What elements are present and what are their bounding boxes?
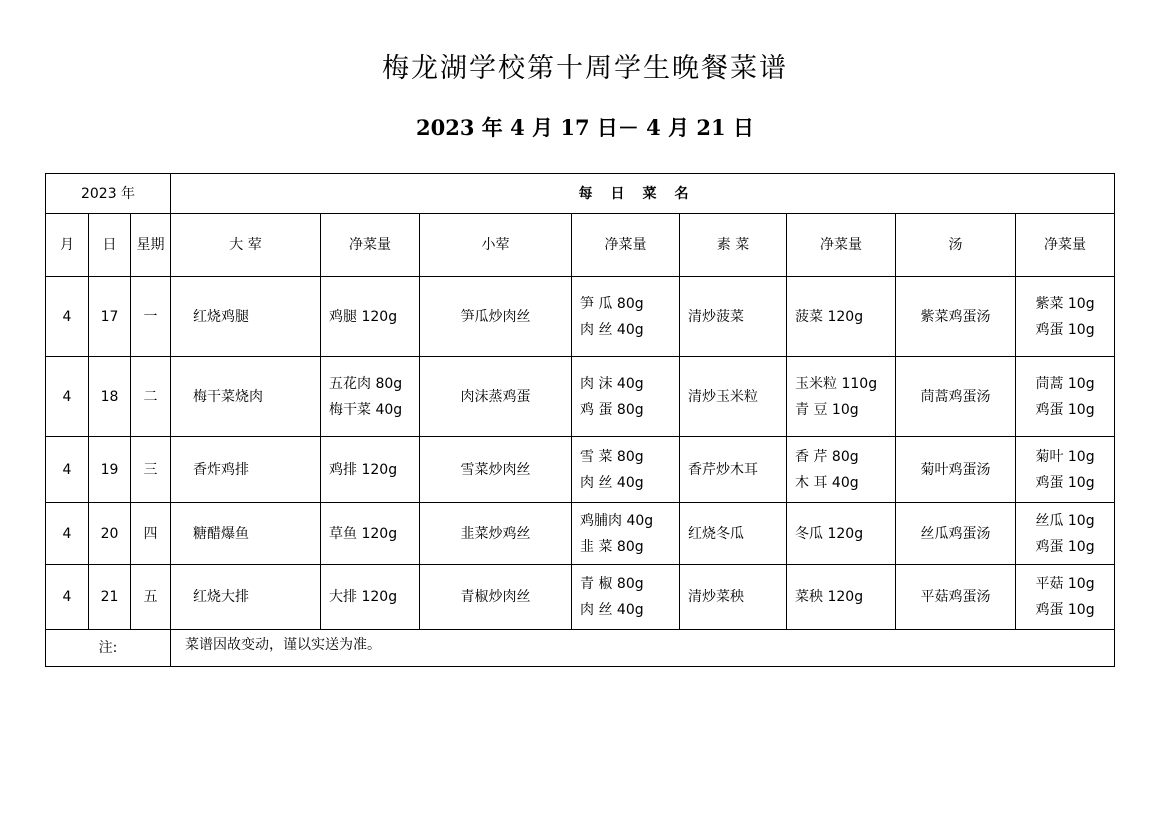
veg-amount-cell xyxy=(787,277,896,357)
side-amount-cell-line: 鸡脯肉 40g xyxy=(580,512,654,529)
soup-amount-cell-line: 紫菜 10g xyxy=(1035,295,1095,312)
note-text: 菜谱因故变动，谨以实送为准。 xyxy=(171,630,1115,667)
main-dish-cell: 红烧大排 xyxy=(171,565,321,630)
soup-amount-cell-line: 菊叶 10g xyxy=(1035,448,1095,465)
soup-amount-cell xyxy=(1016,437,1115,503)
note-label: 注: xyxy=(46,630,171,667)
side-dish-cell: 韭菜炒鸡丝 xyxy=(420,503,572,565)
side-amount-cell-line: 肉 丝 40g xyxy=(580,602,644,618)
soup-amount-cell-line: 平菇 10g xyxy=(1035,576,1095,592)
main-amount-cell xyxy=(321,277,420,357)
veg-amount-cell-line: 冬瓜 120g xyxy=(795,525,864,542)
soup-amount-cell-line: 茼蒿 10g xyxy=(1035,375,1095,392)
veg-dish-cell: 清炒菜秧 xyxy=(680,565,787,630)
veg-dish-cell: 清炒玉米粒 xyxy=(680,357,787,437)
soup-cell: 紫菜鸡蛋汤 xyxy=(896,277,1016,357)
col-veg-amt: 净菜量 xyxy=(787,214,896,277)
side-amount-cell xyxy=(572,565,680,630)
col-main: 大 荤 xyxy=(171,214,321,277)
main-dish-cell: 梅干菜烧肉 xyxy=(171,357,321,437)
soup-amount-cell-line: 鸡蛋 10g xyxy=(1035,321,1095,338)
weekday-cell: 一 xyxy=(131,277,171,357)
side-amount-cell-line: 肉 沫 40g xyxy=(580,375,644,392)
page-title: 梅龙湖学校第十周学生晚餐菜谱 xyxy=(382,53,788,84)
col-main-amt: 净菜量 xyxy=(321,214,420,277)
side-dish-cell: 肉沫蒸鸡蛋 xyxy=(420,357,572,437)
col-side-amt: 净菜量 xyxy=(572,214,680,277)
menu-table xyxy=(45,173,1115,667)
table-header-row-1 xyxy=(46,174,1115,214)
veg-amount-cell xyxy=(787,437,896,503)
side-amount-cell-line: 笋 瓜 80g xyxy=(580,295,644,312)
table-row xyxy=(46,437,1115,503)
col-day: 日 xyxy=(89,214,131,277)
table-row xyxy=(46,357,1115,437)
soup-amount-cell-line: 鸡蛋 10g xyxy=(1035,401,1095,418)
weekday-cell: 二 xyxy=(131,357,171,437)
side-amount-cell xyxy=(572,503,680,565)
veg-dish-cell: 香芹炒木耳 xyxy=(680,437,787,503)
main-dish-cell: 糖醋爆鱼 xyxy=(171,503,321,565)
note-row xyxy=(46,630,1115,667)
soup-amount-cell xyxy=(1016,357,1115,437)
soup-amount-cell-line: 鸡蛋 10g xyxy=(1035,602,1095,618)
side-amount-cell xyxy=(572,357,680,437)
weekday-cell: 五 xyxy=(131,565,171,630)
veg-amount-cell-line: 香 芹 80g xyxy=(795,448,859,465)
main-amount-cell xyxy=(321,357,420,437)
weekday-cell: 三 xyxy=(131,437,171,503)
veg-amount-cell xyxy=(787,503,896,565)
side-amount-cell-line: 雪 菜 80g xyxy=(580,448,644,465)
veg-amount-cell-line: 木 耳 40g xyxy=(795,474,859,491)
day-cell: 17 xyxy=(89,277,131,357)
main-amount-cell-line: 鸡腿 120g xyxy=(329,308,398,325)
side-amount-cell xyxy=(572,277,680,357)
soup-amount-cell-line: 鸡蛋 10g xyxy=(1035,538,1095,555)
soup-cell: 菊叶鸡蛋汤 xyxy=(896,437,1016,503)
side-amount-cell-line: 肉 丝 40g xyxy=(580,474,644,491)
veg-amount-cell xyxy=(787,565,896,630)
table-row xyxy=(46,503,1115,565)
month-cell: 4 xyxy=(46,357,89,437)
veg-dish-cell: 红烧冬瓜 xyxy=(680,503,787,565)
main-dish-cell: 红烧鸡腿 xyxy=(171,277,321,357)
side-amount-cell-line: 韭 菜 80g xyxy=(580,538,644,555)
month-cell: 4 xyxy=(46,565,89,630)
side-amount-cell xyxy=(572,437,680,503)
day-cell: 18 xyxy=(89,357,131,437)
side-dish-cell: 笋瓜炒肉丝 xyxy=(420,277,572,357)
col-soup-amt: 净菜量 xyxy=(1016,214,1115,277)
day-cell: 20 xyxy=(89,503,131,565)
daily-menu-label: 每日菜名 xyxy=(171,174,1115,214)
month-cell: 4 xyxy=(46,277,89,357)
month-cell: 4 xyxy=(46,503,89,565)
weekday-cell: 四 xyxy=(131,503,171,565)
col-soup: 汤 xyxy=(896,214,1016,277)
veg-amount-cell-line: 菜秧 120g xyxy=(795,589,864,605)
side-amount-cell-line: 青 椒 80g xyxy=(580,576,644,592)
soup-cell: 丝瓜鸡蛋汤 xyxy=(896,503,1016,565)
col-month: 月 xyxy=(46,214,89,277)
soup-cell: 平菇鸡蛋汤 xyxy=(896,565,1016,630)
side-dish-cell: 青椒炒肉丝 xyxy=(420,565,572,630)
table-row xyxy=(46,565,1115,630)
day-cell: 21 xyxy=(89,565,131,630)
soup-amount-cell-line: 丝瓜 10g xyxy=(1035,512,1095,529)
side-amount-cell-line: 鸡 蛋 80g xyxy=(580,401,644,418)
col-weekday: 星期 xyxy=(131,214,171,277)
day-cell: 19 xyxy=(89,437,131,503)
main-amount-cell-line: 鸡排 120g xyxy=(329,461,398,478)
soup-cell: 茼蒿鸡蛋汤 xyxy=(896,357,1016,437)
year-label: 2023 年 xyxy=(46,174,171,214)
main-amount-cell-line: 梅干菜 40g xyxy=(329,401,403,418)
date-range: 2023 年 4 月 17 日－ 4 月 21 日 xyxy=(416,115,754,140)
month-cell: 4 xyxy=(46,437,89,503)
main-amount-cell-line: 五花肉 80g xyxy=(329,375,403,392)
veg-amount-cell-line: 菠菜 120g xyxy=(795,308,864,325)
veg-amount-cell-line: 青 豆 10g xyxy=(795,401,859,418)
main-amount-cell xyxy=(321,565,420,630)
veg-dish-cell: 清炒菠菜 xyxy=(680,277,787,357)
main-amount-cell xyxy=(321,437,420,503)
veg-amount-cell xyxy=(787,357,896,437)
side-dish-cell: 雪菜炒肉丝 xyxy=(420,437,572,503)
main-amount-cell xyxy=(321,503,420,565)
col-veg: 素 菜 xyxy=(680,214,787,277)
side-amount-cell-line: 肉 丝 40g xyxy=(580,321,644,338)
table-header-row-2 xyxy=(46,214,1115,277)
veg-amount-cell-line: 玉米粒 110g xyxy=(795,375,878,392)
main-dish-cell: 香炸鸡排 xyxy=(171,437,321,503)
soup-amount-cell xyxy=(1016,565,1115,630)
main-amount-cell-line: 草鱼 120g xyxy=(329,525,398,542)
main-amount-cell-line: 大排 120g xyxy=(329,589,398,605)
soup-amount-cell xyxy=(1016,503,1115,565)
table-row xyxy=(46,277,1115,357)
col-side: 小荤 xyxy=(420,214,572,277)
soup-amount-cell xyxy=(1016,277,1115,357)
soup-amount-cell-line: 鸡蛋 10g xyxy=(1035,474,1095,491)
